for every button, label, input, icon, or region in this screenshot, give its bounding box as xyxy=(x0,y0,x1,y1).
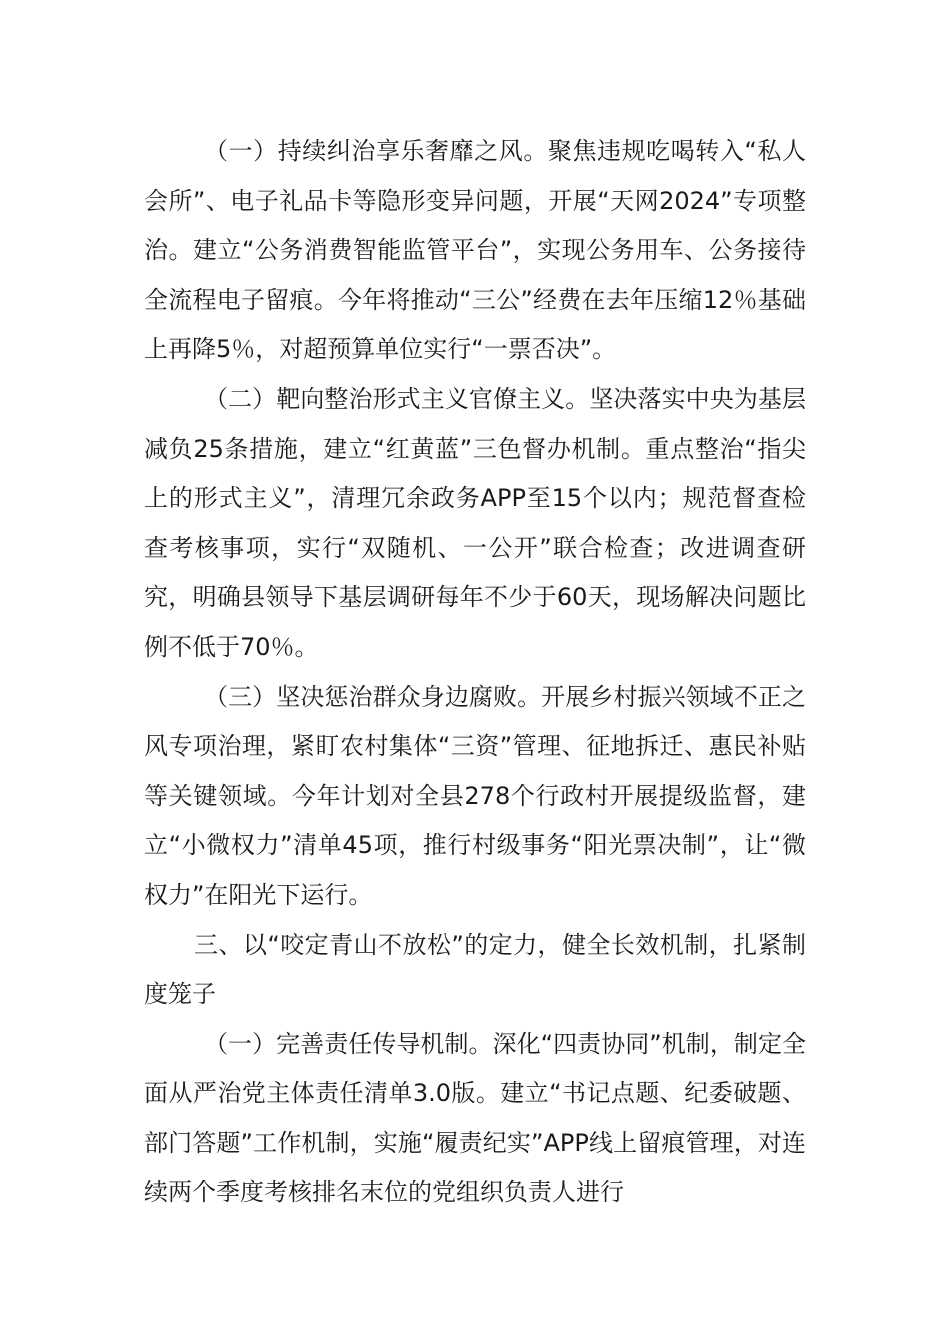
document-body xyxy=(144,127,806,1218)
paragraph-4: （一）完善责任传导机制。深化“四责协同”机制，制定全面从严治党主体责任清单3.0版。建立“书记点题、纪委破题、部门答题”工作机制，实施“履责纪实”APP线上留痕管理，对连续两个季度考核排名末位的党组织负责人进行 xyxy=(144,1029,806,1207)
paragraph-1: （一）持续纠治享乐奢靡之风。聚焦违规吃喝转入“私人会所”、电子礼品卡等隐形变异问题，开展“天网2024”专项整治。建立“公务消费智能监管平台”，实现公务用车、公务接待全流程电子留痕。今年将推动“三公”经费在去年压缩12％基础上再降5％，对超预算单位实行“一票否决”。 xyxy=(144,137,806,364)
paragraph-2: （二）靶向整治形式主义官僚主义。坚决落实中央为基层减负25条措施，建立“红黄蓝”三色督办机制。重点整治“指尖上的形式主义”，清理冗余政务APP至15个以内；规范督查检查考核事项，实行“双随机、一公开”联合检查；改进调查研究，明确县领导下基层调研每年不少于60天，现场解决问题比例不低于70％。 xyxy=(144,384,806,661)
section-heading: 三、以“咬定青山不放松”的定力，健全长效机制，扎紧制度笼子 xyxy=(144,930,806,1009)
paragraph-3: （三）坚决惩治群众身边腐败。开展乡村振兴领域不正之风专项治理，紧盯农村集体“三资”管理、征地拆迁、惠民补贴等关键领域。今年计划对全县278个行政村开展提级监督，建立“小微权力”清单45项，推行村级事务“阳光票决制”，让“微权力”在阳光下运行。 xyxy=(144,682,806,909)
